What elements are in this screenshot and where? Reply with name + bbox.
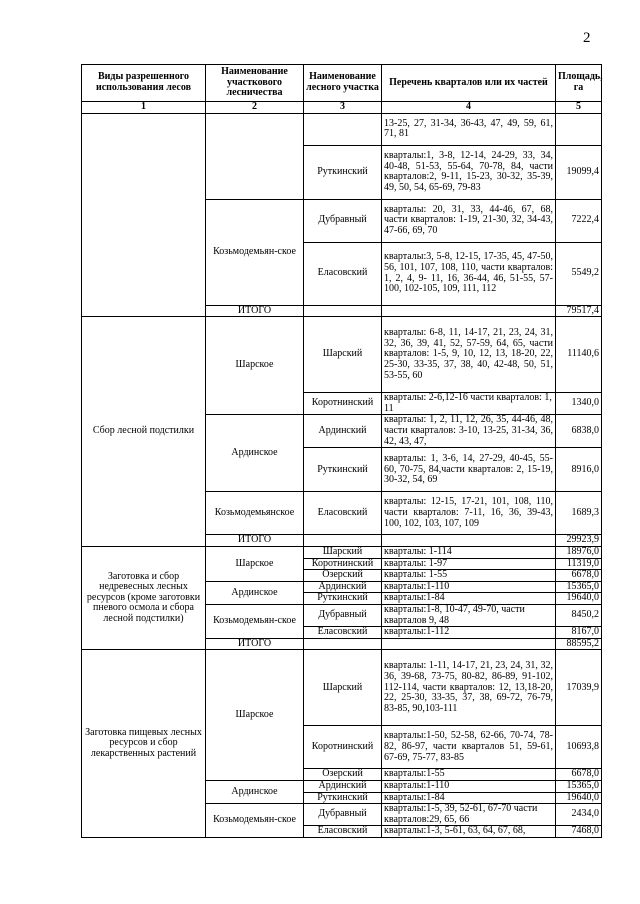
- header-forestry: Наименование участкового лесничества: [206, 65, 304, 102]
- quarters-cell: кварталы:1-112: [382, 627, 556, 639]
- quarters-cell: кварталы: 6-8, 11, 14-17, 21, 23, 24, 31, 32, 36, 39, 41, 52, 57-59, 64, 65, части кварталов: 1-5, 9, 10, 12, 13, 18-20, 22, 25-30, 33-35, 37, 38, 40, 42-48, 50, 51, 53-55, 60: [382, 317, 556, 393]
- use-type-cell: Сбор лесной подстилки: [82, 317, 206, 547]
- plot-cell: [304, 113, 382, 145]
- col-num: 5: [556, 102, 602, 114]
- area-cell: 18976,0: [556, 546, 602, 558]
- quarters-cell: кварталы:1-50, 52-58, 62-66, 70-74, 78-82, 86-97, части кварталов 51, 59-61, 67-69, 75-77, 83-85: [382, 726, 556, 769]
- area-cell: 7222,4: [556, 199, 602, 242]
- forestry-cell: Козьмодемьян-ское: [206, 604, 304, 638]
- plot-cell: Еласовский: [304, 242, 382, 305]
- quarters-cell: кварталы:1-5, 39, 52-61, 67-70 части кварталов:29, 65, 66: [382, 804, 556, 826]
- plot-cell: Коротнинский: [304, 726, 382, 769]
- quarters-cell: кварталы:1-110: [382, 581, 556, 593]
- area-cell: [556, 113, 602, 145]
- col-num: 2: [206, 102, 304, 114]
- quarters-cell: [382, 305, 556, 317]
- plot-cell: [304, 305, 382, 317]
- total-label: ИТОГО: [206, 638, 304, 650]
- plot-cell: Коротнинский: [304, 558, 382, 570]
- use-type-cell: Заготовка пищевых лесных ресурсов и сбор лекарственных растений: [82, 650, 206, 838]
- table-row: [82, 546, 602, 558]
- quarters-cell: кварталы: 1, 3-6, 14, 27-29, 40-45, 55-60, 70-75, 84,части кварталов: 2, 15-19, 30-32, 54, 69: [382, 448, 556, 492]
- plot-cell: [304, 638, 382, 650]
- plot-cell: Дубравный: [304, 199, 382, 242]
- plot-cell: Шарский: [304, 650, 382, 726]
- quarters-cell: кварталы:1-84: [382, 593, 556, 605]
- col-num: 1: [82, 102, 206, 114]
- area-cell: 7468,0: [556, 826, 602, 838]
- quarters-cell: кварталы: 1-11, 14-17, 21, 23, 24, 31, 32, 36, 39-68, 73-75, 80-82, 86-89, 91-102, 112-114, части кварталов: 12, 13,18-20, 22, 25-30, 33-35, 37, 38, 69-72, 76-79, 83-85, 90,103-111: [382, 650, 556, 726]
- area-cell: 8167,0: [556, 627, 602, 639]
- use-type-cell: Заготовка и сбор недревесных лесных ресурсов (кроме заготовки пневого осмола и сбора лесной подстилки): [82, 546, 206, 649]
- plot-cell: Озерский: [304, 570, 382, 582]
- area-cell: 2434,0: [556, 804, 602, 826]
- forestry-cell: Козьмодемьян-ское: [206, 804, 304, 838]
- col-num: 3: [304, 102, 382, 114]
- plot-cell: Еласовский: [304, 627, 382, 639]
- quarters-cell: [382, 638, 556, 650]
- quarters-cell: 13-25, 27, 31-34, 36-43, 47, 49, 59, 61, 71, 81: [382, 113, 556, 145]
- forestry-cell: [206, 113, 304, 199]
- column-number-row: [82, 102, 602, 114]
- plot-cell: Шарский: [304, 317, 382, 393]
- header-quarters: Перечень кварталов или их частей: [382, 65, 556, 102]
- quarters-cell: кварталы:1-8, 10-47, 49-70, части кварталов 9, 48: [382, 604, 556, 626]
- area-cell: 11319,0: [556, 558, 602, 570]
- area-cell: 6678,0: [556, 769, 602, 781]
- plot-cell: Руткинский: [304, 792, 382, 804]
- area-cell: 8450,2: [556, 604, 602, 626]
- quarters-cell: кварталы:1-55: [382, 769, 556, 781]
- table-row: [82, 650, 602, 726]
- plot-cell: Руткинский: [304, 145, 382, 199]
- area-cell: 15365,0: [556, 780, 602, 792]
- header-area: Площадь, га: [556, 65, 602, 102]
- quarters-cell: кварталы: 1-114: [382, 546, 556, 558]
- table-row: [82, 317, 602, 393]
- forestry-cell: Шарское: [206, 650, 304, 781]
- total-area: 88595,2: [556, 638, 602, 650]
- forestry-cell: Козьмодемьян-ское: [206, 199, 304, 305]
- area-cell: 19640,0: [556, 593, 602, 605]
- area-cell: 15365,0: [556, 581, 602, 593]
- quarters-cell: [382, 535, 556, 547]
- forestry-cell: Ардинское: [206, 780, 304, 803]
- page-number: 2: [583, 30, 591, 46]
- quarters-cell: кварталы: 1-97: [382, 558, 556, 570]
- header-plot: Наименование лесного участка: [304, 65, 382, 102]
- area-cell: 6838,0: [556, 415, 602, 448]
- plot-cell: Дубравный: [304, 804, 382, 826]
- plot-cell: Еласовский: [304, 826, 382, 838]
- plot-cell: Шарский: [304, 546, 382, 558]
- area-cell: 5549,2: [556, 242, 602, 305]
- quarters-cell: кварталы: 20, 31, 33, 44-46, 67, 68, части кварталов: 1-19, 21-30, 32, 34-43, 47-66, 69, 70: [382, 199, 556, 242]
- total-area: 29923,9: [556, 535, 602, 547]
- area-cell: 1689,3: [556, 492, 602, 535]
- area-cell: 8916,0: [556, 448, 602, 492]
- total-area: 79517,4: [556, 305, 602, 317]
- area-cell: 17039,9: [556, 650, 602, 726]
- quarters-cell: кварталы:1-3, 5-61, 63, 64, 67, 68,: [382, 826, 556, 838]
- use-type-cell: [82, 113, 206, 317]
- quarters-cell: кварталы:1, 3-8, 12-14, 24-29, 33, 34, 40-48, 51-53, 55-64, 70-78, 84, части кварталов:2, 9-11, 15-23, 30-32, 35-39, 49, 50, 54, 65-69, 79-83: [382, 145, 556, 199]
- plot-cell: Еласовский: [304, 492, 382, 535]
- plot-cell: Ардинский: [304, 780, 382, 792]
- quarters-cell: кварталы: 1-55: [382, 570, 556, 582]
- forestry-cell: Шарское: [206, 317, 304, 415]
- plot-cell: [304, 535, 382, 547]
- forest-use-table: [81, 64, 602, 838]
- plot-cell: Дубравный: [304, 604, 382, 626]
- header-row: [82, 65, 602, 102]
- plot-cell: Руткинский: [304, 593, 382, 605]
- quarters-cell: кварталы: 1, 2, 11, 12, 26, 35, 44-46, 48, части кварталов: 3-10, 13-25, 31-34, 36, 42, 43, 47,: [382, 415, 556, 448]
- area-cell: 11140,6: [556, 317, 602, 393]
- table-row: [82, 113, 602, 145]
- forestry-cell: Ардинское: [206, 581, 304, 604]
- quarters-cell: кварталы:3, 5-8, 12-15, 17-35, 45, 47-50, 56, 101, 107, 108, 110, части кварталов: 1, 2, 4, 9- 11, 16, 36-44, 46, 51-55, 57-100, 102-105, 109, 111, 112: [382, 242, 556, 305]
- quarters-cell: кварталы:1-110: [382, 780, 556, 792]
- area-cell: 10693,8: [556, 726, 602, 769]
- quarters-cell: кварталы: 2-6,12-16 части кварталов: 1, 11: [382, 393, 556, 415]
- forestry-cell: Козьмодемьянское: [206, 492, 304, 535]
- quarters-cell: кварталы:1-84: [382, 792, 556, 804]
- total-label: ИТОГО: [206, 305, 304, 317]
- area-cell: 19099,4: [556, 145, 602, 199]
- plot-cell: Ардинский: [304, 581, 382, 593]
- plot-cell: Ардинский: [304, 415, 382, 448]
- quarters-cell: кварталы: 12-15, 17-21, 101, 108, 110, части кварталов: 7-11, 16, 36, 39-43, 100, 102, 103, 107, 109: [382, 492, 556, 535]
- header-use-type: Виды разрешенного использования лесов: [82, 65, 206, 102]
- plot-cell: Коротнинский: [304, 393, 382, 415]
- forestry-cell: Ардинское: [206, 415, 304, 492]
- area-cell: 19640,0: [556, 792, 602, 804]
- plot-cell: Руткинский: [304, 448, 382, 492]
- col-num: 4: [382, 102, 556, 114]
- area-cell: 6678,0: [556, 570, 602, 582]
- plot-cell: Озерский: [304, 769, 382, 781]
- forestry-cell: Шарское: [206, 546, 304, 581]
- total-label: ИТОГО: [206, 535, 304, 547]
- area-cell: 1340,0: [556, 393, 602, 415]
